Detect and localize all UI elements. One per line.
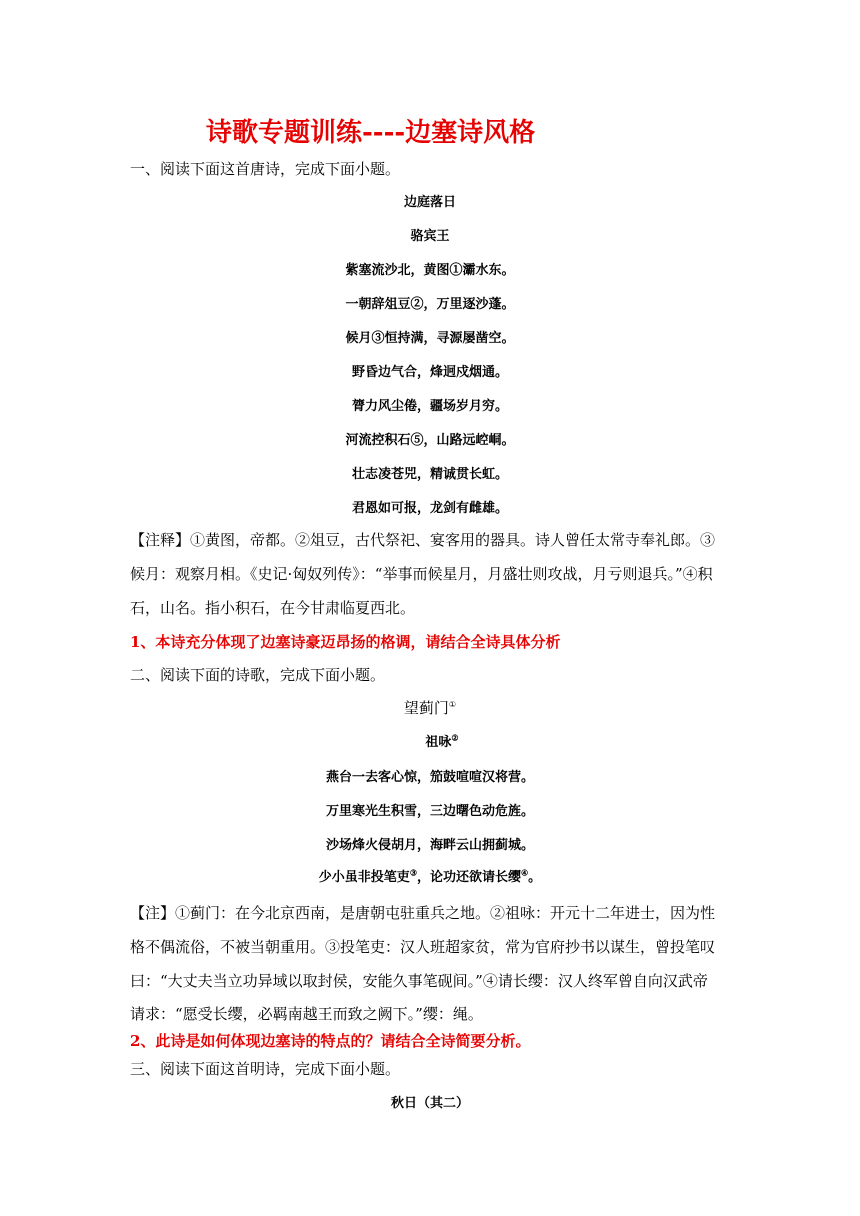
poem-line-part: 少小虽非投笔吏 [318, 870, 410, 885]
document-title: 诗歌专题训练----边塞诗风格 [206, 118, 536, 148]
section2-question: 2、此诗是如何体现边塞诗的特点的？请结合全诗简要分析。 [130, 1032, 531, 1050]
section3-poem-title: 秋日（其二） [390, 1096, 469, 1111]
poem-line: 紫塞流沙北，黄图①灞水东。 [345, 263, 515, 278]
poem-line-part: ，论功还欲请长缨 [416, 870, 521, 885]
section2-poem-author [12, 731, 860, 750]
footnote-marker: ① [448, 700, 457, 709]
section2-note-line: 【注】①蓟门：在今北京西南，是唐朝屯驻重兵之地。②祖咏：开元十二年进士，因为性 [130, 904, 716, 922]
section1-question: 1、本诗充分体现了边塞诗豪迈昂扬的格调，请结合全诗具体分析 [130, 633, 561, 651]
poem-line-part: 。 [528, 870, 542, 885]
poem-line: 一朝辞俎豆②，万里逐沙蓬。 [345, 297, 515, 312]
poem-line: 君恩如可报，龙剑有雌雄。 [351, 501, 508, 516]
section1-note-line: 石，山名。指小积石，在今甘肃临夏西北。 [130, 599, 416, 617]
section2-poem-title [0, 697, 860, 718]
poem-line: 膂力风尘倦，疆场岁月穷。 [351, 399, 508, 414]
section1-poem-author: 骆宾王 [410, 229, 450, 244]
section2-note-line: 格不偶流俗，不被当朝重用。③投笔吏：汉人班超家贫，常为官府抄书以谋生，曾投笔叹 [130, 938, 716, 956]
section3-heading: 三、阅读下面这首明诗，完成下面小题。 [130, 1060, 401, 1078]
section2-note-line: 曰：“大丈夫当立功异域以取封侯，安能久事笔砚间。”④请长缨：汉人终军曾自向汉武帝 [130, 972, 708, 990]
poem-line: 万里寒光生积雪，三边曙色动危旌。 [325, 804, 534, 819]
poem-line: 壮志凌苍兕，精诚贯长虹。 [351, 467, 508, 482]
section1-heading: 一、阅读下面这首唐诗，完成下面小题。 [130, 160, 401, 178]
section1-poem-title: 边庭落日 [403, 195, 456, 210]
section1-note-line: 候月：观察月相。《史记·匈奴列传》：“举事而候星月，月盛壮则攻战，月亏则退兵。”④积 [130, 565, 713, 583]
footnote-marker: ④ [521, 867, 529, 878]
section2-note-line: 请求：“愿受长缨，必羁南越王而致之阙下。”缨：绳。 [130, 1005, 483, 1023]
section2-author-text: 祖咏 [425, 735, 452, 750]
poem-line [0, 866, 860, 885]
poem-line: 河流控积石⑤，山路远崆峒。 [345, 433, 515, 448]
section1-note-line: 【注释】①黄图，帝都。②俎豆，古代祭祀、宴客用的器具。诗人曾任太常寺奉礼郎。③ [130, 531, 716, 549]
poem-line: 野昏边气合，烽迥戍烟通。 [351, 365, 508, 380]
footnote-marker: ③ [409, 867, 417, 878]
section2-heading: 二、阅读下面的诗歌，完成下面小题。 [130, 666, 386, 684]
poem-line: 燕台一去客心惊，笳鼓喧喧汉将营。 [325, 770, 534, 785]
section2-poem-title-text: 望蓟门 [403, 699, 449, 717]
footnote-marker: ② [451, 732, 459, 743]
poem-line: 沙场烽火侵胡月，海畔云山拥蓟城。 [325, 838, 534, 853]
poem-line: 候月③恒持满，寻源屡凿空。 [345, 331, 515, 346]
